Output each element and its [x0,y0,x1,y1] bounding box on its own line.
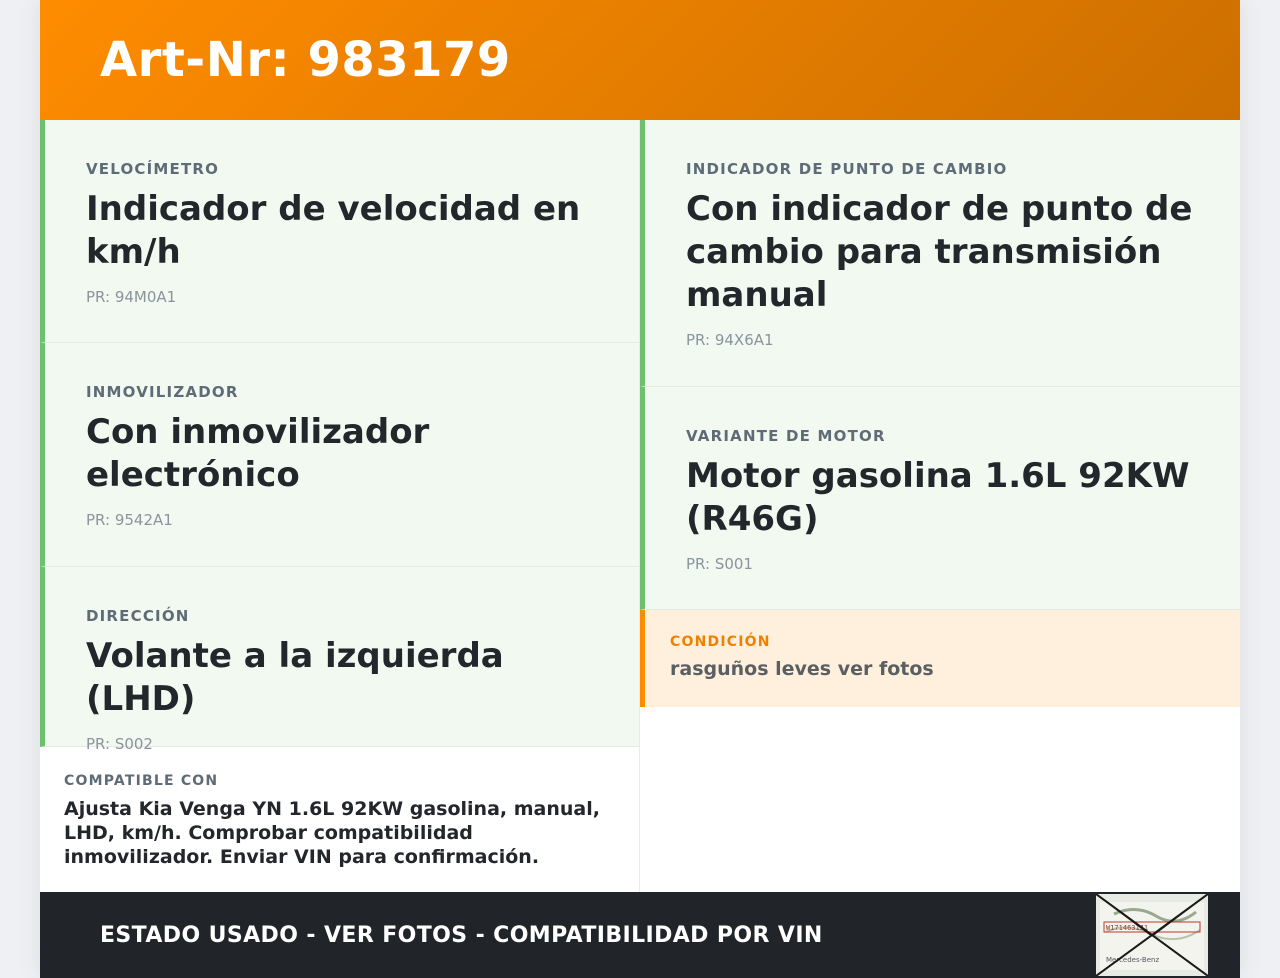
compatibility-label: COMPATIBLE CON [64,773,219,789]
spec-grid [40,120,1240,892]
spec-card-speedometer [40,120,639,343]
spec-pr-code: PR: 94M0A1 [86,288,177,306]
spec-value: Con inmovilizador electrónico [86,412,430,495]
product-sheet [40,0,1240,978]
spec-value: Motor gasolina 1.6L 92KW (R46G) [686,456,1190,539]
spec-card-shift-indicator [640,120,1240,387]
right-column [640,120,1240,892]
condition-box [640,610,1240,707]
thumbnail-brand-text: Mercedes-Benz [1106,956,1160,964]
spec-label: INDICADOR DE PUNTO DE CAMBIO [686,160,1008,178]
spec-card-engine [640,387,1240,610]
footer-text: ESTADO USADO - VER FOTOS - COMPATIBILIDAD POR VIN [100,922,823,948]
spec-card-immobilizer [40,343,639,567]
article-number-title: Art-Nr: 983179 [100,32,511,88]
label-photo-image [1096,894,1208,976]
thumbnail-plate-text: W1714631J1 [1106,924,1149,932]
spec-label: INMOVILIZADOR [86,383,239,401]
spec-value: Indicador de velocidad en km/h [86,189,581,272]
spec-label: DIRECCIÓN [86,607,190,625]
header-bar [40,0,1240,120]
compatibility-section [40,747,639,869]
spec-pr-code: PR: S002 [86,735,153,753]
spec-card-steering [40,567,639,753]
spec-label: VARIANTE DE MOTOR [686,427,886,445]
spec-label: VELOCÍMETRO [86,160,220,178]
left-column [40,120,640,892]
compatibility-text: Ajusta Kia Venga YN 1.6L 92KW gasolina, manual, LHD, km/h. Comprobar compatibilidad inmovilizador. Enviar VIN para confirmación. [64,798,600,868]
spec-pr-code: PR: 94X6A1 [686,331,774,349]
condition-label: CONDICIÓN [670,634,771,650]
spec-pr-code: PR: 9542A1 [86,511,173,529]
spec-value: Volante a la izquierda (LHD) [86,636,504,719]
spec-pr-code: PR: S001 [686,555,753,573]
product-photo-thumbnail[interactable] [1094,892,1210,978]
footer-bar [40,892,1240,978]
condition-text: rasguños leves ver fotos [670,658,934,680]
spec-value: Con indicador de punto de cambio para transmisión manual [686,189,1193,315]
